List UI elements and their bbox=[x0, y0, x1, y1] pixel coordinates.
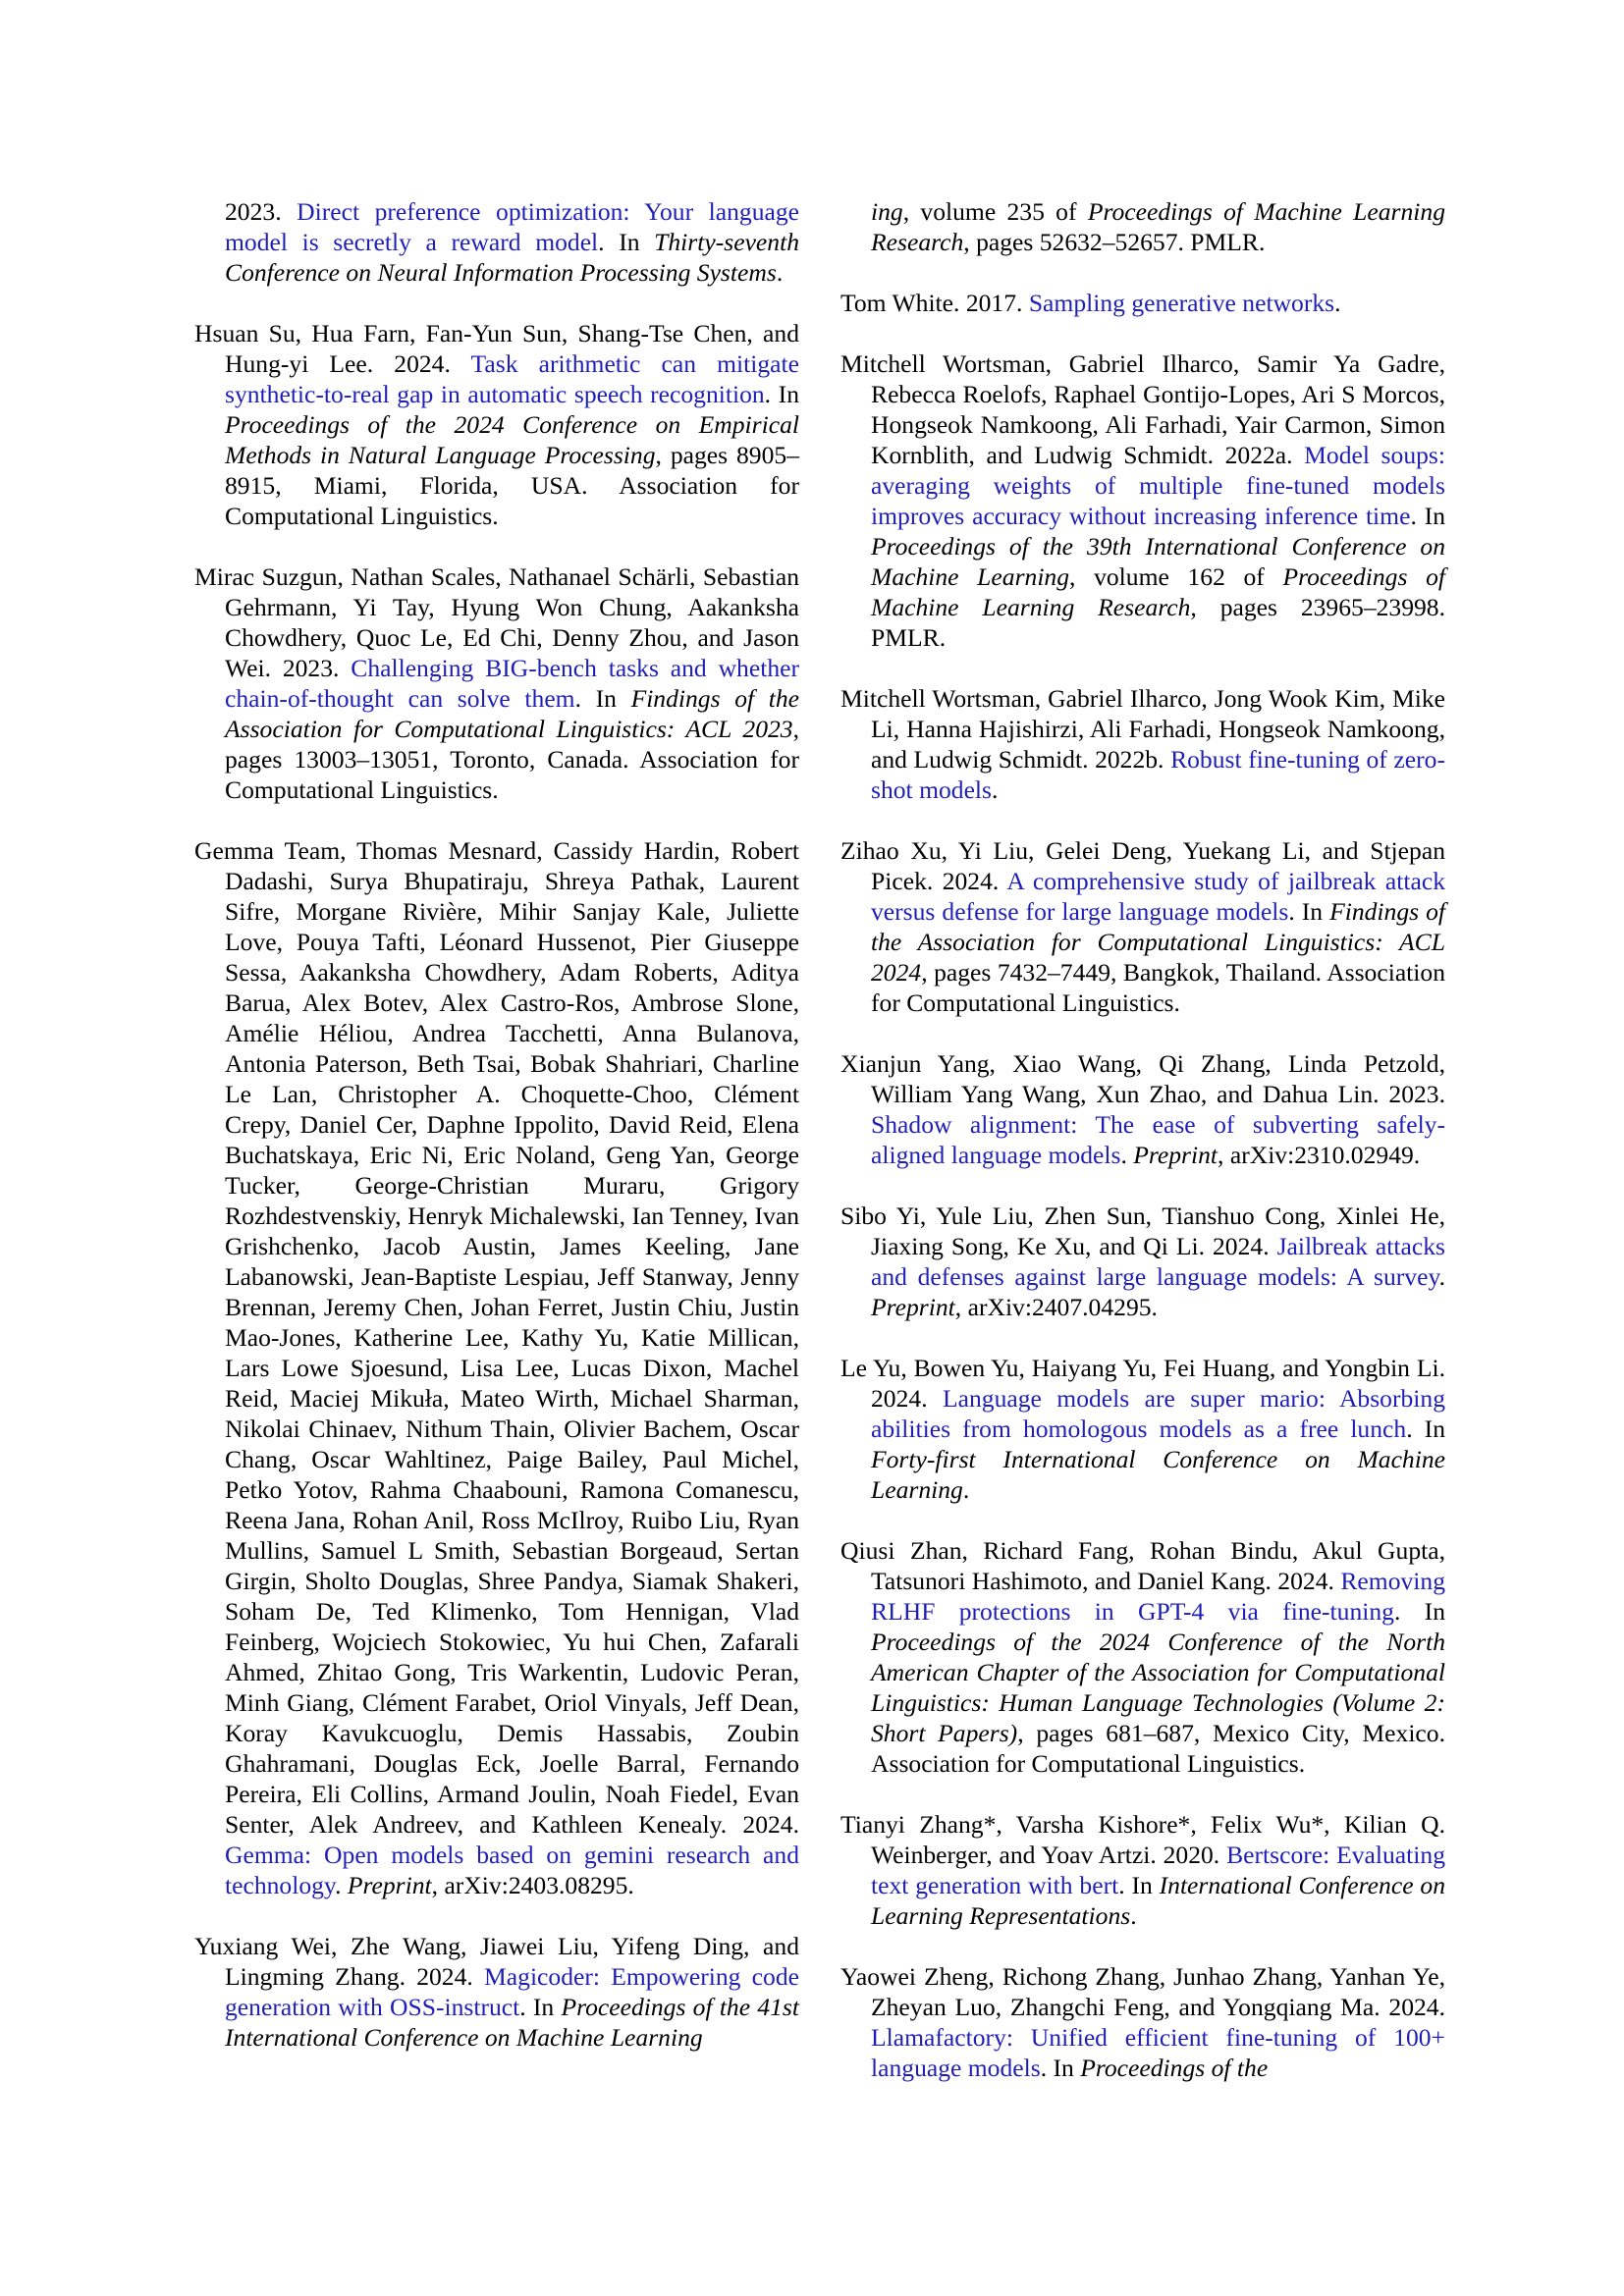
reference-text: Mitchell Wortsman, Gabriel Ilharco, Samir Ya Gadre, Rebecca Roelofs, Raphael Gontijo-Lopes, Ari S Morcos, Hongseok Namkoong, Ali Farhadi, Yair Carmon, Simon Kornblith, and Ludwig Schmidt. 2022a. bbox=[840, 349, 1445, 469]
reference-title-link[interactable]: Direct preference optimization: Your language model is secretly a reward model bbox=[225, 197, 800, 256]
reference-text: . bbox=[1130, 1901, 1137, 1930]
reference-text: 2023. bbox=[225, 197, 298, 226]
reference-text: Yuxiang Wei, Zhe Wang, Jiawei Liu, Yifeng Ding, and Lingming Zhang. 2024. bbox=[194, 1932, 799, 1991]
reference-venue: Proceedings of Machine Learning Research bbox=[871, 197, 1445, 256]
reference-continuation bbox=[194, 196, 799, 288]
reference-text: . bbox=[1438, 1262, 1445, 1291]
reference-text: Yaowei Zheng, Richong Zhang, Junhao Zhang, Yanhan Ye, Zheyan Luo, Zhangchi Feng, and Yongqiang Ma. 2024. bbox=[840, 1962, 1445, 2021]
reference-title-link[interactable]: Language models are super mario: Absorbing abilities from homologous models as a free lunch bbox=[871, 1384, 1445, 1443]
references-right-column bbox=[840, 196, 1445, 2083]
reference-entry bbox=[840, 1048, 1445, 1170]
reference-text: , arXiv:2310.02949. bbox=[1218, 1141, 1421, 1169]
reference-text: . In bbox=[519, 1993, 562, 2021]
reference-text: . bbox=[1334, 289, 1341, 317]
reference-title-link[interactable]: Challenging BIG-bench tasks and whether chain-of-thought can solve them bbox=[225, 654, 800, 713]
reference-venue: Proceedings of the 41st International Conference on Machine Learning bbox=[225, 1993, 799, 2052]
reference-title-link[interactable]: Removing RLHF protections in GPT-4 via fine-tuning bbox=[871, 1567, 1445, 1626]
reference-text: Le Yu, Bowen Yu, Haiyang Yu, Fei Huang, and Yongbin Li. 2024. bbox=[840, 1354, 1445, 1413]
reference-entry bbox=[194, 561, 799, 805]
reference-title-link[interactable]: Sampling generative networks bbox=[1028, 289, 1335, 317]
reference-continuation bbox=[840, 196, 1445, 257]
reference-title-link[interactable]: Robust fine-tuning of zero-shot models bbox=[871, 745, 1445, 804]
reference-text: Tom White. 2017. bbox=[840, 289, 1029, 317]
reference-text: , pages 681–687, Mexico City, Mexico. Association for Computational Linguistics. bbox=[871, 1719, 1445, 1778]
reference-entry bbox=[840, 1809, 1445, 1931]
reference-text: . bbox=[776, 258, 784, 287]
reference-entry bbox=[840, 1353, 1445, 1505]
reference-text: . In bbox=[574, 684, 631, 713]
reference-text: . In bbox=[764, 380, 799, 408]
reference-entry bbox=[840, 683, 1445, 805]
reference-entry bbox=[840, 288, 1445, 318]
reference-text: Tianyi Zhang*, Varsha Kishore*, Felix Wu*, Kilian Q. Weinberger, and Yoav Artzi. 2020. bbox=[840, 1810, 1445, 1869]
reference-title-link[interactable]: Llamafactory: Unified efficient fine-tuning of 100+ language models bbox=[871, 2023, 1445, 2082]
reference-text: . In bbox=[1393, 1597, 1445, 1626]
reference-venue: Proceedings of the 2024 Conference of the North American Chapter of the Association for Computational Linguistics: Human Language Technologies (Volume 2: Short Papers) bbox=[871, 1628, 1445, 1747]
reference-text: . In bbox=[1118, 1871, 1160, 1899]
reference-title-link[interactable]: Gemma: Open models based on gemini research and technology bbox=[225, 1841, 799, 1899]
reference-venue: Proceedings of Machine Learning Research bbox=[871, 562, 1445, 621]
reference-venue: International Conference on Learning Representations bbox=[871, 1871, 1445, 1930]
reference-venue: Preprint bbox=[871, 1293, 955, 1321]
reference-venue: Proceedings of the bbox=[1080, 2054, 1269, 2082]
reference-venue: Forty-first International Conference on Machine Learning bbox=[871, 1445, 1445, 1504]
reference-text: . In bbox=[1410, 502, 1445, 530]
reference-entry bbox=[840, 1535, 1445, 1779]
reference-entry bbox=[194, 1931, 799, 2053]
reference-text: Hsuan Su, Hua Farn, Fan-Yun Sun, Shang-Tse Chen, and Hung-yi Lee. 2024. bbox=[194, 319, 799, 378]
reference-entry bbox=[840, 1201, 1445, 1322]
reference-text: . In bbox=[598, 228, 655, 256]
reference-entry bbox=[194, 318, 799, 531]
reference-text: . bbox=[1120, 1141, 1134, 1169]
reference-text: , volume 162 of bbox=[1069, 562, 1283, 591]
reference-venue: Preprint bbox=[347, 1871, 432, 1899]
reference-text: , pages 13003–13051, Toronto, Canada. Association for Computational Linguistics. bbox=[225, 715, 799, 804]
reference-text: . bbox=[335, 1871, 348, 1899]
reference-text: Xianjun Yang, Xiao Wang, Qi Zhang, Linda Petzold, William Yang Wang, Xun Zhao, and Dahua Lin. 2023. bbox=[840, 1049, 1445, 1108]
reference-entry bbox=[194, 835, 799, 1900]
reference-text: . bbox=[992, 775, 999, 804]
reference-text: , arXiv:2403.08295. bbox=[431, 1871, 634, 1899]
reference-title-link[interactable]: Jailbreak attacks and defenses against large language models: A survey bbox=[871, 1232, 1445, 1291]
reference-venue: Findings of the Association for Computational Linguistics: ACL 2024 bbox=[871, 897, 1446, 987]
reference-venue: Findings of the Association for Computational Linguistics: ACL 2023 bbox=[225, 684, 799, 743]
reference-text: , pages 8905–8915, Miami, Florida, USA. Association for Computational Linguistics. bbox=[225, 441, 799, 530]
reference-text: . bbox=[962, 1475, 970, 1504]
reference-text: Qiusi Zhan, Richard Fang, Rohan Bindu, Akul Gupta, Tatsunori Hashimoto, and Daniel Kang. 2024. bbox=[840, 1536, 1445, 1595]
reference-entry bbox=[840, 835, 1445, 1018]
reference-text: . In bbox=[1040, 2054, 1081, 2082]
reference-text: Mirac Suzgun, Nathan Scales, Nathanael Schärli, Sebastian Gehrmann, Yi Tay, Hyung Won Chung, Aakanksha Chowdhery, Quoc Le, Ed Chi, Denny Zhou, and Jason Wei. 2023. bbox=[194, 562, 799, 682]
reference-title-link[interactable]: A comprehensive study of jailbreak attack versus defense for large language models bbox=[871, 867, 1445, 926]
reference-venue: Proceedings of the 2024 Conference on Empirical Methods in Natural Language Processing bbox=[225, 410, 799, 469]
reference-text: . In bbox=[1406, 1415, 1445, 1443]
reference-venue: Thirty-seventh Conference on Neural Information Processing Systems bbox=[225, 228, 799, 287]
reference-title-link[interactable]: Bertscore: Evaluating text generation with bert bbox=[871, 1841, 1445, 1899]
reference-text: Gemma Team, Thomas Mesnard, Cassidy Hardin, Robert Dadashi, Surya Bhupatiraju, Shreya Pathak, Laurent Sifre, Morgane Rivière, Mihir Sanjay Kale, Juliette Love, Pouya Tafti, Léonard Hussenot, Pier Giuseppe Sessa, Aakanksha Chowdhery, Adam Roberts, Aditya Barua, Alex Botev, Alex Castro-Ros, Ambrose Slone, Amélie Héliou, Andrea Tacchetti, Anna Bulanova, Antonia Paterson, Beth Tsai, Bobak Shahriari, Charline Le Lan, Christopher A. Choquette-Choo, Clément Crepy, Daniel Cer, Daphne Ippolito, David Reid, Elena Buchatskaya, Eric Ni, Eric Noland, Geng Yan, George Tucker, George-Christian Muraru, Grigory Rozhdestvenskiy, Henryk Michalewski, Ian Tenney, Ivan Grishchenko, Jacob Austin, James Keeling, Jane Labanowski, Jean-Baptiste Lespiau, Jeff Stanway, Jenny Brennan, Jeremy Chen, Johan Ferret, Justin Chiu, Justin Mao-Jones, Katherine Lee, Kathy Yu, Katie Millican, Lars Lowe Sjoesund, Lisa Lee, Lucas Dixon, Machel Reid, Maciej Mikuła, Mateo Wirth, Michael Sharman, Nikolai Chinaev, Nithum Thain, Olivier Bachem, Oscar Chang, Oscar Wahltinez, Paige Bailey, Paul Michel, Petko Yotov, Rahma Chaabouni, Ramona Comanescu, Reena Jana, Rohan Anil, Ross McIlroy, Ruibo Liu, Ryan Mullins, Samuel L Smith, Sebastian Borgeaud, Sertan Girgin, Sholto Douglas, Shree Pandya, Siamak Shakeri, Soham De, Ted Klimenko, Tom Hennigan, Vlad Feinberg, Wojciech Stokowiec, Yu hui Chen, Zafarali Ahmed, Zhitao Gong, Tris Warkentin, Ludovic Peran, Minh Giang, Clément Farabet, Oriol Vinyals, Jeff Dean, Koray Kavukcuoglu, Demis Hassabis, Zoubin Ghahramani, Douglas Eck, Joelle Barral, Fernando Pereira, Eli Collins, Armand Joulin, Noah Fiedel, Evan Senter, Alek Andreev, and Kathleen Kenealy. 2024. bbox=[194, 836, 799, 1839]
reference-text: , pages 7432–7449, Bangkok, Thailand. Association for Computational Linguistics. bbox=[871, 958, 1445, 1017]
reference-entry bbox=[840, 1961, 1445, 2083]
reference-text: Sibo Yi, Yule Liu, Zhen Sun, Tianshuo Cong, Xinlei He, Jiaxing Song, Ke Xu, and Qi Li. 2024. bbox=[840, 1201, 1445, 1260]
reference-entry bbox=[840, 348, 1445, 653]
reference-title-link[interactable]: Shadow alignment: The ease of subverting safely-aligned language models bbox=[871, 1110, 1445, 1169]
reference-text: Mitchell Wortsman, Gabriel Ilharco, Jong Wook Kim, Mike Li, Hanna Hajishirzi, Ali Farhadi, Hongseok Namkoong, and Ludwig Schmidt. 2022b. bbox=[840, 684, 1445, 774]
reference-venue: ing bbox=[871, 197, 903, 226]
reference-text: , pages 23965–23998. PMLR. bbox=[871, 593, 1445, 652]
references-left-column bbox=[194, 196, 799, 2053]
reference-text: , arXiv:2407.04295. bbox=[954, 1293, 1158, 1321]
reference-text: , volume 235 of bbox=[902, 197, 1088, 226]
reference-venue: Preprint bbox=[1133, 1141, 1218, 1169]
reference-title-link[interactable]: Magicoder: Empowering code generation with OSS-instruct bbox=[225, 1962, 799, 2021]
reference-text: Zihao Xu, Yi Liu, Gelei Deng, Yuekang Li, and Stjepan Picek. 2024. bbox=[840, 836, 1445, 895]
reference-title-link[interactable]: Task arithmetic can mitigate synthetic-to-real gap in automatic speech recognition bbox=[225, 349, 800, 408]
reference-venue: Proceedings of the 39th International Conference on Machine Learning bbox=[871, 532, 1445, 591]
reference-text: , pages 52632–52657. PMLR. bbox=[963, 228, 1266, 256]
reference-text: . In bbox=[1288, 897, 1330, 926]
reference-title-link[interactable]: Model soups: averaging weights of multiple fine-tuned models improves accuracy without increasing inference time bbox=[871, 441, 1445, 530]
